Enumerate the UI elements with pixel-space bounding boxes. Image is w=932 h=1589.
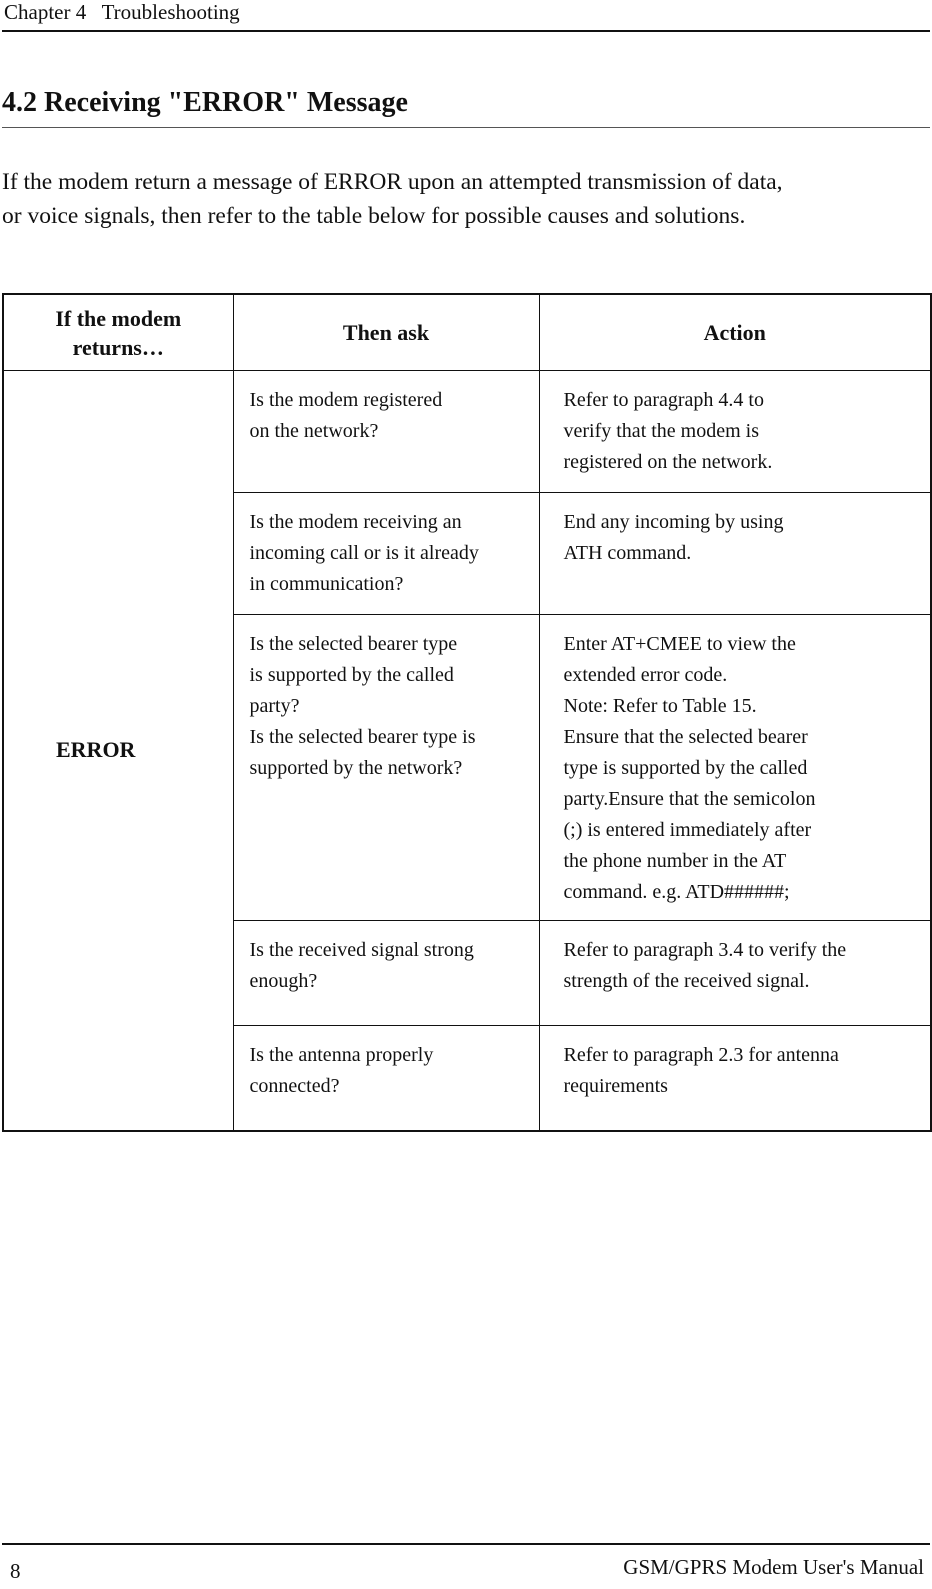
- troubleshooting-table: [2, 293, 932, 1132]
- table-row: [3, 371, 931, 493]
- error-label-cell: ERROR: [3, 371, 233, 1131]
- header-rule: [2, 30, 930, 32]
- action-cell: [539, 1026, 931, 1131]
- action-text: Enter AT+CMEE to view the extended error code. Note: Refer to Table 15. Ensure that the selected bearer type is supported by the called party.Ensure that the semicolon (;) is entered immediately after the phone number in the AT command. e.g. ATD######;: [563, 633, 816, 903]
- ask-cell: [233, 493, 539, 615]
- manual-title: GSM/GPRS Modem User's Manual: [623, 1555, 924, 1579]
- action-text: Refer to paragraph 4.4 to verify that the modem is registered on the network.: [563, 389, 773, 473]
- action-cell: [539, 493, 931, 615]
- footer-rule: [2, 1543, 930, 1545]
- action-text: Refer to paragraph 3.4 to verify the strength of the received signal.: [563, 939, 847, 992]
- intro-line: If the modem return a message of ERROR upon an attempted transmission of data,: [2, 169, 783, 195]
- action-cell: [539, 921, 931, 1026]
- intro-line: or voice signals, then refer to the table below for possible causes and solutions.: [2, 203, 746, 229]
- ask-text: Is the antenna properly connected?: [249, 1044, 434, 1097]
- action-text: End any incoming by using ATH command.: [563, 511, 784, 564]
- page-number: 8: [10, 1559, 21, 1583]
- column-header-returns: If the modem returns…: [3, 294, 233, 371]
- ask-cell: [233, 371, 539, 493]
- action-text: Refer to paragraph 2.3 for antenna requirements: [563, 1044, 839, 1097]
- table-header-row: [3, 294, 931, 371]
- intro-paragraph: [2, 165, 930, 233]
- ask-text: Is the modem registered on the network?: [249, 389, 443, 442]
- action-cell: [539, 615, 931, 921]
- section-heading: 4.2 Receiving "ERROR" Message: [2, 87, 408, 118]
- ask-cell: [233, 1026, 539, 1131]
- ask-text: Is the modem receiving an incoming call or is it already in communication?: [249, 511, 479, 595]
- column-header-action: Action: [539, 294, 931, 371]
- ask-cell: [233, 615, 539, 921]
- heading-rule: [2, 127, 930, 128]
- ask-text: Is the selected bearer type is supported by the called party? Is the selected bearer type is supported by the network?: [249, 633, 476, 779]
- running-header: Chapter 4 Troubleshooting: [4, 0, 240, 24]
- action-cell: [539, 371, 931, 493]
- column-header-ask: Then ask: [233, 294, 539, 371]
- ask-cell: [233, 921, 539, 1026]
- ask-text: Is the received signal strong enough?: [249, 939, 474, 992]
